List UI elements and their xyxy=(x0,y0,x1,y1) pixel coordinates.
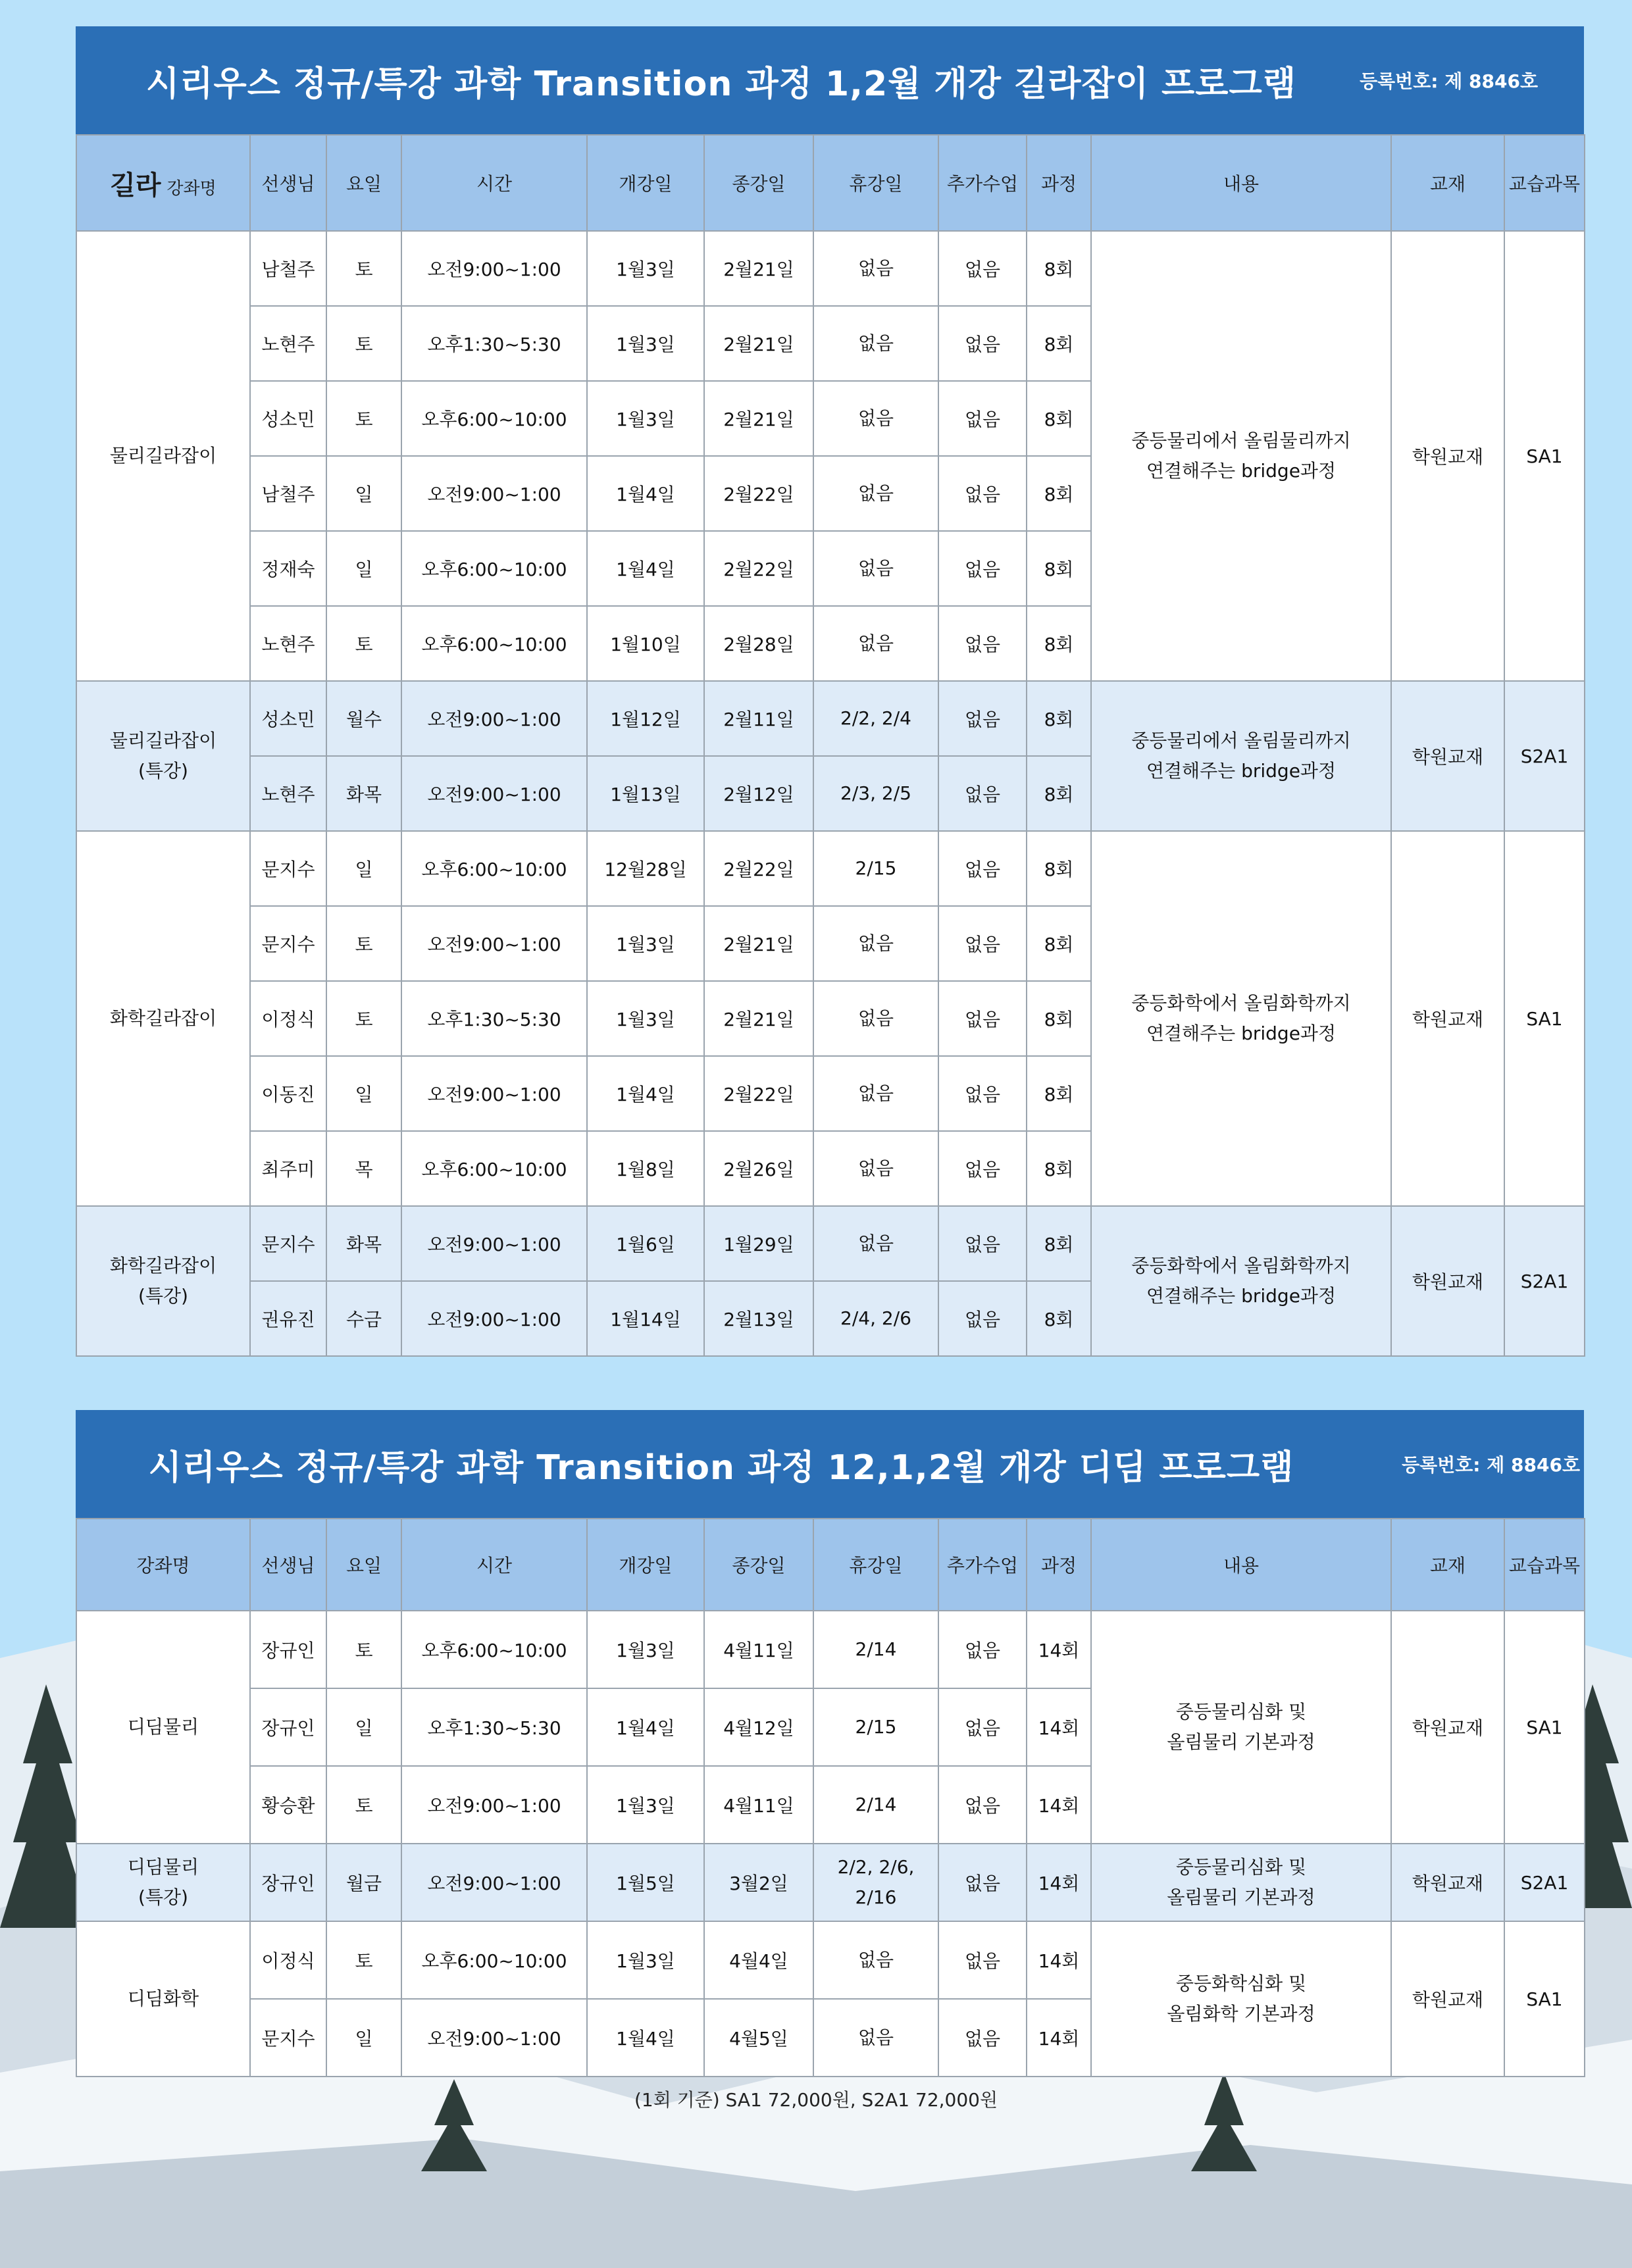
cell-sessions: 14회 xyxy=(1027,1921,1091,1999)
cell-teacher: 남철주 xyxy=(250,456,326,531)
cell-subject: SA1 xyxy=(1504,831,1585,1206)
cell-day: 토 xyxy=(326,306,401,381)
program2-registration-number: 등록번호: 제 8846호 xyxy=(1402,1454,1580,1476)
header-day: 요일 xyxy=(326,1519,401,1611)
cell-start: 1월4일 xyxy=(587,1999,704,2077)
header-teacher: 선생님 xyxy=(250,1519,326,1611)
cell-extra: 없음 xyxy=(938,1281,1027,1356)
cell-day: 토 xyxy=(326,381,401,456)
cell-start: 1월6일 xyxy=(587,1206,704,1281)
program1-title: 시리우스 정규/특강 과학 Transition 과정 1,2월 개강 길라잡이 프로그램 xyxy=(146,64,1296,104)
header-teacher: 선생님 xyxy=(250,135,326,231)
cell-day: 수금 xyxy=(326,1281,401,1356)
header-book: 교재 xyxy=(1391,1519,1504,1611)
cell-sessions: 8회 xyxy=(1027,981,1091,1056)
cell-end: 2월22일 xyxy=(704,1056,813,1131)
cell-off: 2/14 xyxy=(813,1766,938,1844)
table-row xyxy=(76,1611,1585,1688)
table-row xyxy=(76,1921,1585,1999)
cell-extra: 없음 xyxy=(938,306,1027,381)
cell-end: 4월5일 xyxy=(704,1999,813,2077)
cell-off: 없음 xyxy=(813,1206,938,1281)
cell-sessions: 8회 xyxy=(1027,1056,1091,1131)
cell-start: 1월3일 xyxy=(587,1921,704,1999)
header-day: 요일 xyxy=(326,135,401,231)
price-footnote: (1회 기준) SA1 72,000원, S2A1 72,000원 xyxy=(634,2089,998,2111)
course-group xyxy=(76,1844,1585,1921)
cell-content: 중등화학심화 및 올림화학 기본과정 xyxy=(1091,1921,1391,2077)
course-group xyxy=(76,681,1585,831)
cell-off: 2/14 xyxy=(813,1611,938,1688)
cell-day: 일 xyxy=(326,531,401,606)
cell-time: 오전9:00~1:00 xyxy=(401,906,587,981)
cell-off: 없음 xyxy=(813,381,938,456)
header-extra: 추가수업 xyxy=(938,1519,1027,1611)
cell-extra: 없음 xyxy=(938,1131,1027,1206)
cell-extra: 없음 xyxy=(938,1921,1027,1999)
cell-teacher: 이정식 xyxy=(250,981,326,1056)
cell-day: 토 xyxy=(326,1611,401,1688)
cell-day: 일 xyxy=(326,1056,401,1131)
cell-teacher: 최주미 xyxy=(250,1131,326,1206)
cell-teacher: 정재숙 xyxy=(250,531,326,606)
header-course: 길라 강좌명 xyxy=(76,135,250,231)
cell-day: 월금 xyxy=(326,1844,401,1921)
table-row xyxy=(76,231,1585,306)
cell-day: 토 xyxy=(326,981,401,1056)
cell-day: 일 xyxy=(326,1999,401,2077)
cell-time: 오후6:00~10:00 xyxy=(401,831,587,906)
table-row xyxy=(76,1844,1585,1921)
cell-teacher: 이정식 xyxy=(250,1921,326,1999)
program1-header-row xyxy=(76,135,1585,231)
cell-extra: 없음 xyxy=(938,1766,1027,1844)
cell-book: 학원교재 xyxy=(1391,1921,1504,2077)
cell-day: 화목 xyxy=(326,756,401,831)
cell-sessions: 8회 xyxy=(1027,831,1091,906)
table-row xyxy=(76,1206,1585,1281)
cell-time: 오후1:30~5:30 xyxy=(401,981,587,1056)
cell-teacher: 장규인 xyxy=(250,1844,326,1921)
cell-extra: 없음 xyxy=(938,906,1027,981)
cell-off: 없음 xyxy=(813,981,938,1056)
cell-content: 중등물리심화 및 올림물리 기본과정 xyxy=(1091,1611,1391,1844)
cell-time: 오후1:30~5:30 xyxy=(401,306,587,381)
cell-time: 오전9:00~1:00 xyxy=(401,756,587,831)
cell-end: 2월21일 xyxy=(704,906,813,981)
cell-time: 오전9:00~1:00 xyxy=(401,1056,587,1131)
cell-time: 오전9:00~1:00 xyxy=(401,1766,587,1844)
cell-sessions: 8회 xyxy=(1027,306,1091,381)
cell-start: 1월3일 xyxy=(587,1766,704,1844)
cell-time: 오전9:00~1:00 xyxy=(401,1281,587,1356)
cell-book: 학원교재 xyxy=(1391,1844,1504,1921)
cell-teacher: 권유진 xyxy=(250,1281,326,1356)
cell-off: 없음 xyxy=(813,1999,938,2077)
header-time: 시간 xyxy=(401,1519,587,1611)
cell-teacher: 장규인 xyxy=(250,1611,326,1688)
cell-start: 1월3일 xyxy=(587,981,704,1056)
cell-start: 1월3일 xyxy=(587,306,704,381)
header-book: 교재 xyxy=(1391,135,1504,231)
cell-end: 2월28일 xyxy=(704,606,813,681)
cell-time: 오후1:30~5:30 xyxy=(401,1688,587,1766)
cell-end: 3월2일 xyxy=(704,1844,813,1921)
cell-content: 중등화학에서 올림화학까지 연결해주는 bridge과정 xyxy=(1091,831,1391,1206)
cell-time: 오후6:00~10:00 xyxy=(401,1921,587,1999)
cell-extra: 없음 xyxy=(938,456,1027,531)
course-group xyxy=(76,1611,1585,1844)
cell-end: 2월22일 xyxy=(704,531,813,606)
cell-start: 1월4일 xyxy=(587,531,704,606)
didim-program-panel xyxy=(76,1410,1584,2077)
cell-day: 월수 xyxy=(326,681,401,756)
header-subject: 교습과목 xyxy=(1504,1519,1585,1611)
program2-schedule-table xyxy=(76,1518,1585,2077)
cell-off: 없음 xyxy=(813,1131,938,1206)
header-end: 종강일 xyxy=(704,1519,813,1611)
table-row xyxy=(76,831,1585,906)
cell-sessions: 8회 xyxy=(1027,1206,1091,1281)
cell-sessions: 8회 xyxy=(1027,681,1091,756)
cell-end: 2월11일 xyxy=(704,681,813,756)
cell-sessions: 8회 xyxy=(1027,231,1091,306)
header-start: 개강일 xyxy=(587,135,704,231)
cell-subject: SA1 xyxy=(1504,231,1585,681)
cell-end: 1월29일 xyxy=(704,1206,813,1281)
cell-content: 중등물리심화 및 올림물리 기본과정 xyxy=(1091,1844,1391,1921)
cell-extra: 없음 xyxy=(938,381,1027,456)
cell-sessions: 8회 xyxy=(1027,531,1091,606)
cell-day: 토 xyxy=(326,1766,401,1844)
cell-off: 없음 xyxy=(813,456,938,531)
header-content: 내용 xyxy=(1091,135,1391,231)
cell-end: 4월12일 xyxy=(704,1688,813,1766)
cell-off: 없음 xyxy=(813,906,938,981)
cell-teacher: 황승환 xyxy=(250,1766,326,1844)
cell-extra: 없음 xyxy=(938,1611,1027,1688)
cell-teacher: 장규인 xyxy=(250,1688,326,1766)
cell-teacher: 노현주 xyxy=(250,306,326,381)
cell-extra: 없음 xyxy=(938,1999,1027,2077)
cell-course: 화학길라잡이 xyxy=(76,831,250,1206)
gilajabi-program-panel xyxy=(76,26,1584,1357)
cell-course: 디딤물리 xyxy=(76,1611,250,1844)
cell-end: 2월21일 xyxy=(704,381,813,456)
course-group xyxy=(76,231,1585,681)
cell-book: 학원교재 xyxy=(1391,1611,1504,1844)
cell-teacher: 문지수 xyxy=(250,906,326,981)
cell-teacher: 성소민 xyxy=(250,381,326,456)
cell-end: 2월26일 xyxy=(704,1131,813,1206)
cell-sessions: 8회 xyxy=(1027,1131,1091,1206)
header-time: 시간 xyxy=(401,135,587,231)
cell-time: 오전9:00~1:00 xyxy=(401,681,587,756)
cell-day: 토 xyxy=(326,231,401,306)
course-group xyxy=(76,831,1585,1206)
course-group xyxy=(76,1206,1585,1356)
cell-extra: 없음 xyxy=(938,531,1027,606)
cell-time: 오후6:00~10:00 xyxy=(401,381,587,456)
cell-start: 1월3일 xyxy=(587,1611,704,1688)
cell-start: 1월5일 xyxy=(587,1844,704,1921)
cell-time: 오전9:00~1:00 xyxy=(401,456,587,531)
cell-book: 학원교재 xyxy=(1391,681,1504,831)
cell-time: 오후6:00~10:00 xyxy=(401,1131,587,1206)
cell-sessions: 8회 xyxy=(1027,381,1091,456)
program1-banner xyxy=(76,26,1584,134)
cell-off: 2/15 xyxy=(813,831,938,906)
cell-course: 디딤물리 (특강) xyxy=(76,1844,250,1921)
cell-off: 없음 xyxy=(813,606,938,681)
cell-off: 2/15 xyxy=(813,1688,938,1766)
cell-end: 2월21일 xyxy=(704,981,813,1056)
cell-sessions: 8회 xyxy=(1027,606,1091,681)
cell-sessions: 14회 xyxy=(1027,1999,1091,2077)
cell-teacher: 노현주 xyxy=(250,606,326,681)
cell-subject: SA1 xyxy=(1504,1611,1585,1844)
cell-sessions: 8회 xyxy=(1027,456,1091,531)
cell-extra: 없음 xyxy=(938,1688,1027,1766)
cell-extra: 없음 xyxy=(938,681,1027,756)
cell-time: 오후6:00~10:00 xyxy=(401,606,587,681)
cell-start: 1월3일 xyxy=(587,906,704,981)
cell-time: 오후6:00~10:00 xyxy=(401,1611,587,1688)
header-sessions: 과정 xyxy=(1027,135,1091,231)
program1-schedule-table xyxy=(76,134,1585,1357)
cell-start: 1월10일 xyxy=(587,606,704,681)
cell-extra: 없음 xyxy=(938,606,1027,681)
table-row xyxy=(76,681,1585,756)
cell-extra: 없음 xyxy=(938,1206,1027,1281)
cell-end: 2월21일 xyxy=(704,306,813,381)
cell-day: 토 xyxy=(326,606,401,681)
cell-day: 토 xyxy=(326,1921,401,1999)
course-group xyxy=(76,1921,1585,2077)
cell-extra: 없음 xyxy=(938,756,1027,831)
cell-subject: S2A1 xyxy=(1504,1206,1585,1356)
cell-subject: S2A1 xyxy=(1504,1844,1585,1921)
cell-sessions: 8회 xyxy=(1027,1281,1091,1356)
cell-subject: SA1 xyxy=(1504,1921,1585,2077)
cell-off: 없음 xyxy=(813,231,938,306)
cell-course: 화학길라잡이 (특강) xyxy=(76,1206,250,1356)
cell-teacher: 이동진 xyxy=(250,1056,326,1131)
program2-banner xyxy=(76,1410,1584,1518)
cell-end: 2월22일 xyxy=(704,831,813,906)
cell-start: 1월8일 xyxy=(587,1131,704,1206)
cell-end: 4월4일 xyxy=(704,1921,813,1999)
cell-end: 2월21일 xyxy=(704,231,813,306)
cell-end: 4월11일 xyxy=(704,1766,813,1844)
header-end: 종강일 xyxy=(704,135,813,231)
cell-start: 1월3일 xyxy=(587,231,704,306)
cell-teacher: 문지수 xyxy=(250,831,326,906)
cell-off: 2/2, 2/4 xyxy=(813,681,938,756)
cell-day: 목 xyxy=(326,1131,401,1206)
cell-teacher: 문지수 xyxy=(250,1999,326,2077)
cell-time: 오후6:00~10:00 xyxy=(401,531,587,606)
cell-day: 토 xyxy=(326,906,401,981)
cell-time: 오전9:00~1:00 xyxy=(401,1999,587,2077)
header-off: 휴강일 xyxy=(813,1519,938,1611)
header-course: 강좌명 xyxy=(76,1519,250,1611)
cell-end: 2월12일 xyxy=(704,756,813,831)
cell-content: 중등물리에서 올림물리까지 연결해주는 bridge과정 xyxy=(1091,681,1391,831)
cell-off: 없음 xyxy=(813,531,938,606)
cell-off: 2/3, 2/5 xyxy=(813,756,938,831)
cell-day: 일 xyxy=(326,1688,401,1766)
cell-end: 2월22일 xyxy=(704,456,813,531)
cell-end: 4월11일 xyxy=(704,1611,813,1688)
cell-sessions: 8회 xyxy=(1027,906,1091,981)
program1-registration-number: 등록번호: 제 8846호 xyxy=(1360,70,1538,92)
cell-book: 학원교재 xyxy=(1391,831,1504,1206)
cell-extra: 없음 xyxy=(938,1056,1027,1131)
cell-day: 일 xyxy=(326,456,401,531)
cell-day: 일 xyxy=(326,831,401,906)
cell-off: 없음 xyxy=(813,306,938,381)
cell-extra: 없음 xyxy=(938,1844,1027,1921)
cell-start: 12월28일 xyxy=(587,831,704,906)
cell-start: 1월13일 xyxy=(587,756,704,831)
cell-time: 오전9:00~1:00 xyxy=(401,1206,587,1281)
cell-time: 오전9:00~1:00 xyxy=(401,231,587,306)
cell-teacher: 남철주 xyxy=(250,231,326,306)
cell-start: 1월12일 xyxy=(587,681,704,756)
cell-book: 학원교재 xyxy=(1391,1206,1504,1356)
header-subject: 교습과목 xyxy=(1504,135,1585,231)
header-extra: 추가수업 xyxy=(938,135,1027,231)
program2-header-row xyxy=(76,1519,1585,1611)
cell-end: 2월13일 xyxy=(704,1281,813,1356)
header-sessions: 과정 xyxy=(1027,1519,1091,1611)
cell-teacher: 성소민 xyxy=(250,681,326,756)
cell-start: 1월3일 xyxy=(587,381,704,456)
cell-sessions: 14회 xyxy=(1027,1766,1091,1844)
cell-subject: S2A1 xyxy=(1504,681,1585,831)
cell-start: 1월14일 xyxy=(587,1281,704,1356)
cell-time: 오전9:00~1:00 xyxy=(401,1844,587,1921)
cell-extra: 없음 xyxy=(938,231,1027,306)
cell-sessions: 14회 xyxy=(1027,1611,1091,1688)
cell-extra: 없음 xyxy=(938,831,1027,906)
cell-off: 없음 xyxy=(813,1056,938,1131)
cell-sessions: 14회 xyxy=(1027,1688,1091,1766)
header-content: 내용 xyxy=(1091,1519,1391,1611)
header-start: 개강일 xyxy=(587,1519,704,1611)
cell-content: 중등물리에서 올림물리까지 연결해주는 bridge과정 xyxy=(1091,231,1391,681)
cell-sessions: 14회 xyxy=(1027,1844,1091,1921)
cell-off: 2/2, 2/6, 2/16 xyxy=(813,1844,938,1921)
cell-teacher: 문지수 xyxy=(250,1206,326,1281)
cell-extra: 없음 xyxy=(938,981,1027,1056)
cell-off: 없음 xyxy=(813,1921,938,1999)
cell-start: 1월4일 xyxy=(587,456,704,531)
cell-start: 1월4일 xyxy=(587,1688,704,1766)
program2-title: 시리우스 정규/특강 과학 Transition 과정 12,1,2월 개강 디딤 프로그램 xyxy=(148,1448,1294,1488)
cell-course: 디딤화학 xyxy=(76,1921,250,2077)
cell-course: 물리길라잡이 (특강) xyxy=(76,681,250,831)
header-off: 휴강일 xyxy=(813,135,938,231)
cell-day: 화목 xyxy=(326,1206,401,1281)
cell-sessions: 8회 xyxy=(1027,756,1091,831)
cell-teacher: 노현주 xyxy=(250,756,326,831)
cell-course: 물리길라잡이 xyxy=(76,231,250,681)
cell-book: 학원교재 xyxy=(1391,231,1504,681)
cell-content: 중등화학에서 올림화학까지 연결해주는 bridge과정 xyxy=(1091,1206,1391,1356)
cell-start: 1월4일 xyxy=(587,1056,704,1131)
cell-off: 2/4, 2/6 xyxy=(813,1281,938,1356)
